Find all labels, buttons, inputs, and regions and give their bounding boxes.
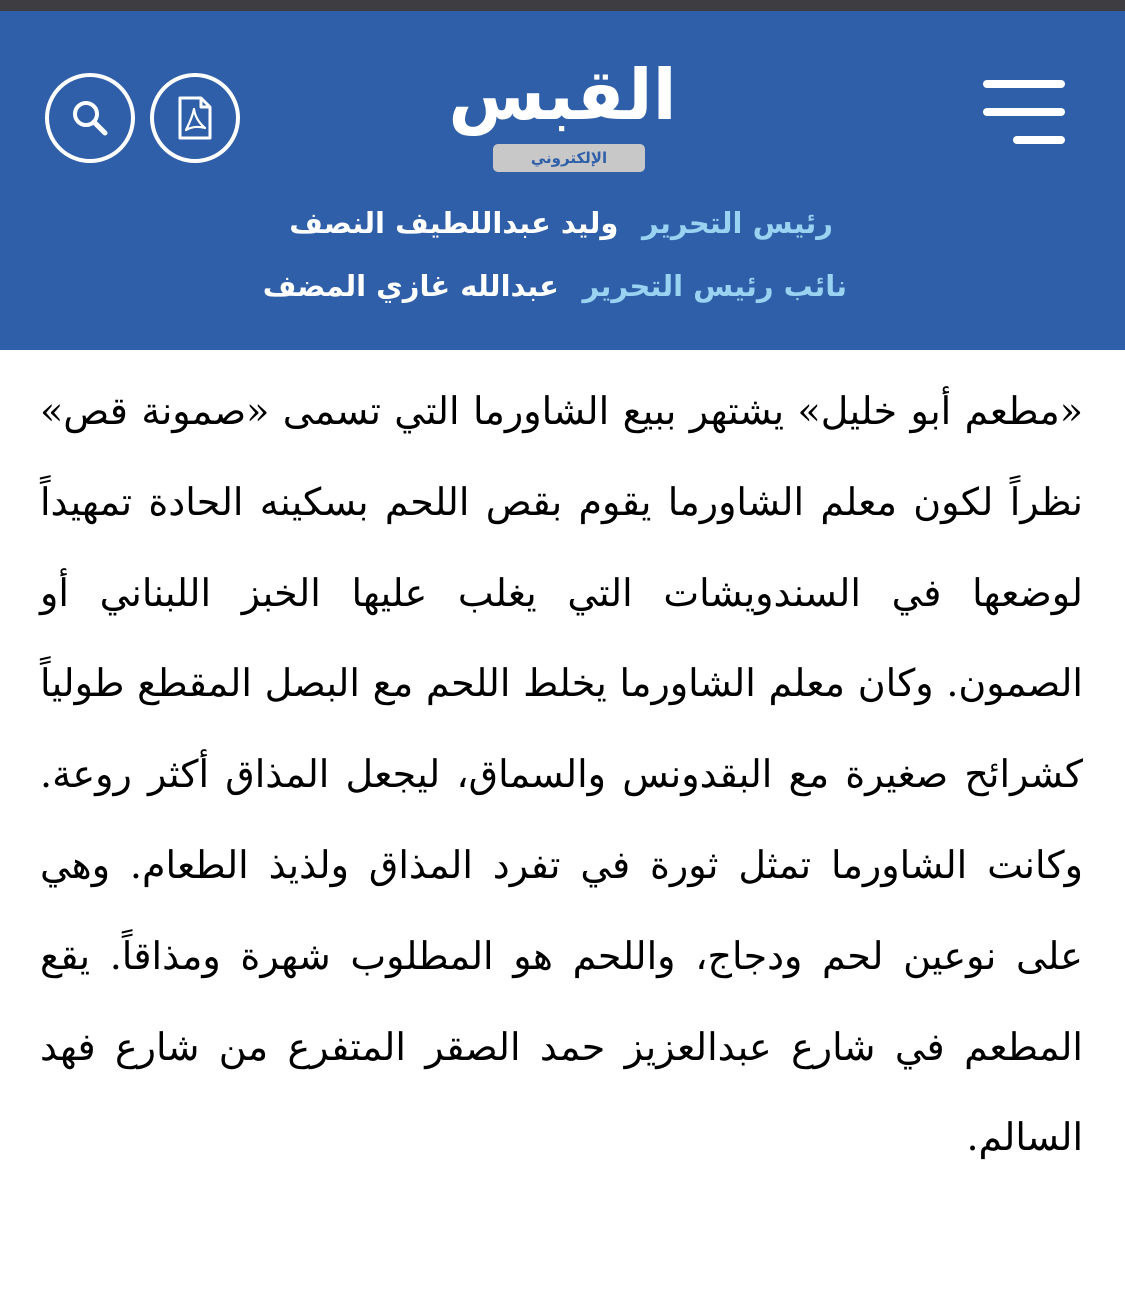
menu-button[interactable] xyxy=(983,80,1065,146)
article-body: «مطعم أبو خليل» يشتهر ببيع الشاورما التي تسمى «صمونة قص» نظراً لكون معلم الشاورما يقوم بقص اللحم بسكينه الحادة تمهيداً لوضعها في السندويشات التي يغلب عليها الخبز اللبناني أو الصمون. وكان معلم الشاورما يخلط اللحم مع البصل المقطع طولياً كشرائح صغيرة مع البقدونس والسماق، ليجعل المذاق أكثر روعة. وكانت الشاورما تمثل ثورة في تفرد المذاق ولذيذ الطعام. وهي على نوعين لحم ودجاج، واللحم هو المطلوب شهرة ومذاقاً. يقع المطعم في شارع عبدالعزيز حمد الصقر المتفرع من شارع فهد السالم. xyxy=(40,389,1083,1160)
pdf-icon xyxy=(177,96,213,140)
search-button[interactable] xyxy=(45,73,135,163)
pdf-button[interactable] xyxy=(150,73,240,163)
hamburger-menu-icon xyxy=(983,80,1065,88)
credit-role: رئيس التحرير xyxy=(641,206,833,240)
deputy-editor-credit xyxy=(263,264,847,308)
logo-subtitle: الإلكتروني xyxy=(493,144,645,172)
status-strip xyxy=(0,0,1125,11)
credit-name: وليد عبداللطيف النصف xyxy=(289,206,619,240)
credit-role: نائب رئيس التحرير xyxy=(582,269,847,303)
editor-in-chief-credit xyxy=(289,201,833,245)
search-icon xyxy=(70,98,110,138)
logo-wordmark: القبس xyxy=(448,54,677,136)
credit-name: عبدالله غازي المضف xyxy=(262,269,559,303)
site-logo[interactable] xyxy=(420,49,705,174)
site-header xyxy=(0,11,1125,350)
